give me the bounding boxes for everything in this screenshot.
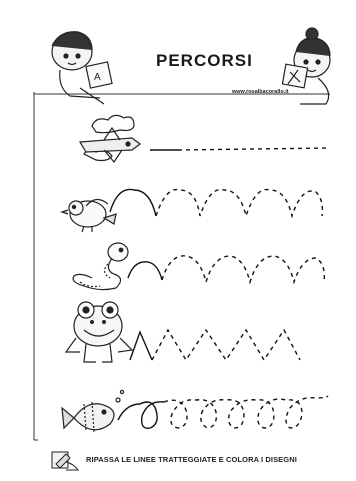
path-zigzag[interactable] [130,330,300,360]
page-frame [34,92,330,440]
child-drawing-icon [52,32,112,104]
instruction-text: RIPASSA LE LINEE TRATTEGGIATE E COLORA I DISEGNI [86,455,297,464]
fish-picture [62,390,124,432]
path-arches[interactable] [110,189,322,216]
page-title: PERCORSI [156,51,253,70]
frog-picture [66,302,132,362]
airplane-picture [80,115,140,162]
bird-picture [62,199,116,232]
website-credit: www.rosalbacorallo.it [232,89,289,95]
girl-drawing-icon [282,28,330,104]
path-arches-snake[interactable] [128,256,324,282]
path-straight-line[interactable] [150,148,330,150]
snake-picture [73,243,128,290]
pencil-hand-icon [52,452,78,470]
path-loops[interactable] [118,396,328,428]
svg-text:A: A [94,72,101,83]
